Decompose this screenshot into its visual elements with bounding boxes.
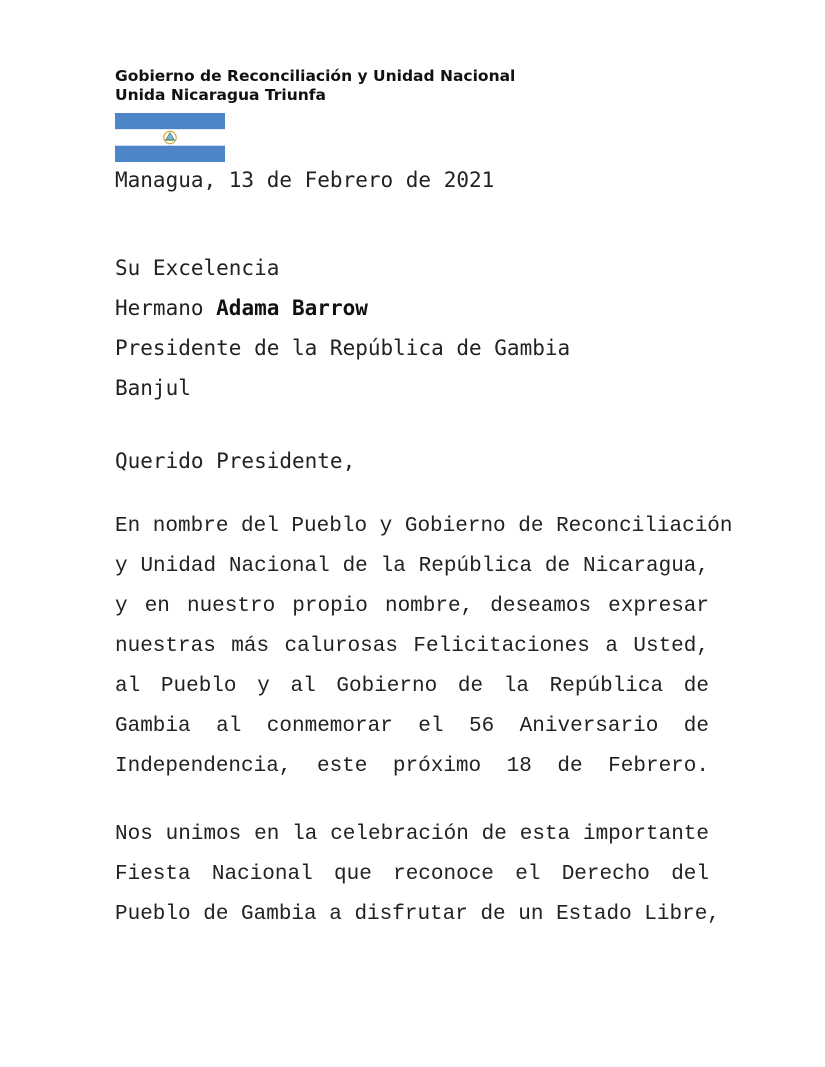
paragraph-line: Fiesta Nacional que reconoce el Derecho del bbox=[115, 863, 709, 886]
nicaragua-flag-icon bbox=[115, 113, 225, 162]
paragraph-line: al Pueblo y al Gobierno de la República de bbox=[115, 675, 709, 698]
letterhead-motto: Unida Nicaragua Triunfa bbox=[115, 86, 327, 104]
salutation: Querido Presidente, bbox=[115, 449, 356, 473]
recipient-name-line bbox=[115, 288, 570, 328]
paragraph-line: Pueblo de Gambia a disfrutar de un Estado Libre, bbox=[115, 903, 720, 926]
recipient-block bbox=[115, 248, 570, 408]
recipient-prefix: Hermano bbox=[115, 296, 217, 320]
body-paragraph-2 bbox=[115, 815, 720, 935]
recipient-city: Banjul bbox=[115, 376, 191, 400]
paragraph-line: Independencia, este próximo 18 de Febrero. bbox=[115, 755, 709, 778]
paragraph-line: En nombre del Pueblo y Gobierno de Reconciliación bbox=[115, 515, 733, 538]
recipient-name: Adama Barrow bbox=[216, 296, 368, 320]
body-paragraph-1 bbox=[115, 507, 733, 787]
letterhead bbox=[115, 67, 515, 105]
recipient-title: Su Excelencia bbox=[115, 256, 280, 280]
paragraph-line: Nos unimos en la celebración de esta importante bbox=[115, 823, 709, 846]
recipient-position: Presidente de la República de Gambia bbox=[115, 336, 571, 360]
paragraph-line: Gambia al conmemorar el 56 Aniversario de bbox=[115, 715, 709, 738]
letterhead-government-name: Gobierno de Reconciliación y Unidad Nacional bbox=[115, 67, 516, 85]
flag-top-stripe bbox=[115, 113, 225, 129]
letter-date: Managua, 13 de Febrero de 2021 bbox=[115, 168, 495, 192]
paragraph-line: nuestras más calurosas Felicitaciones a Usted, bbox=[115, 635, 709, 658]
paragraph-line: y Unidad Nacional de la República de Nicaragua, bbox=[115, 555, 709, 578]
flag-bottom-stripe bbox=[115, 146, 225, 162]
paragraph-line: y en nuestro propio nombre, deseamos expresar bbox=[115, 595, 709, 618]
